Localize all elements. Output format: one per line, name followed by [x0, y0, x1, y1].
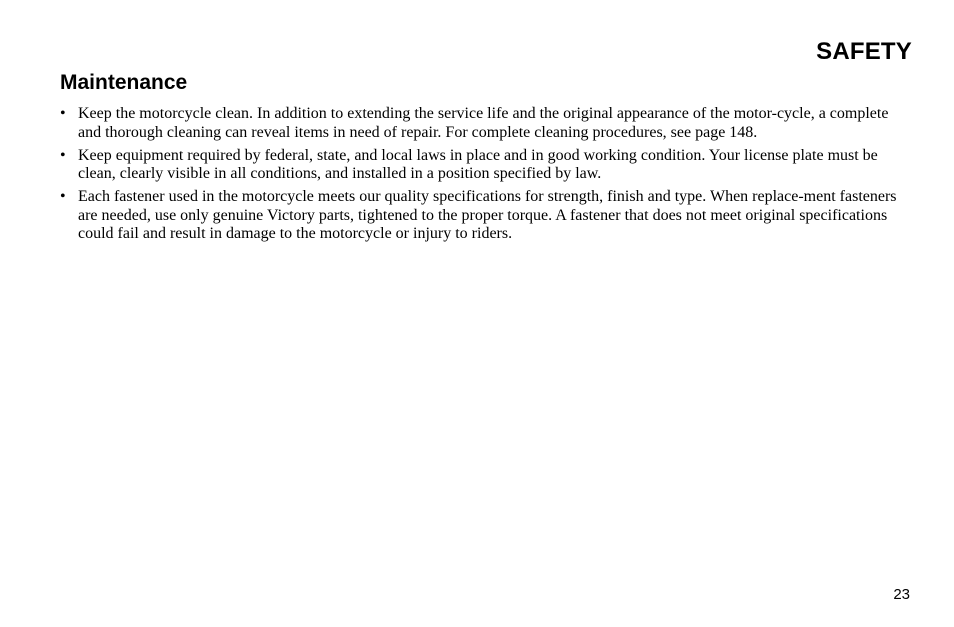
- bullet-marker: •: [60, 146, 66, 164]
- bullet-text: Keep equipment required by federal, state, and local laws in place and in good working condition. Your license plate must be clean, clearly visible in all conditions, and installed in a position specified by law.: [78, 146, 878, 182]
- chapter-title: SAFETY: [816, 38, 912, 65]
- bullet-marker: •: [60, 188, 66, 205]
- bullet-item: [60, 105, 912, 142]
- page-number: 23: [893, 586, 910, 603]
- section-title: Maintenance: [60, 71, 188, 94]
- maintenance-bullet-list: [60, 105, 912, 248]
- bullet-item: [60, 147, 912, 184]
- bullet-marker: •: [60, 105, 66, 122]
- bullet-item: [60, 188, 912, 244]
- bullet-text: Keep the motorcycle clean. In addition to extending the service life and the original appearance of the motor-cycle, a complete and thorough cleaning can reveal items in need of repair. For complete cleaning procedures, see page 148.: [78, 105, 889, 141]
- bullet-text: Each fastener used in the motorcycle meets our quality specifications for strength, finish and type. When replace-ment fasteners are needed, use only genuine Victory parts, tightened to the proper torque. A fastener that does not meet original specifications could fail and result in damage to the motorcycle or injury to riders.: [78, 188, 897, 242]
